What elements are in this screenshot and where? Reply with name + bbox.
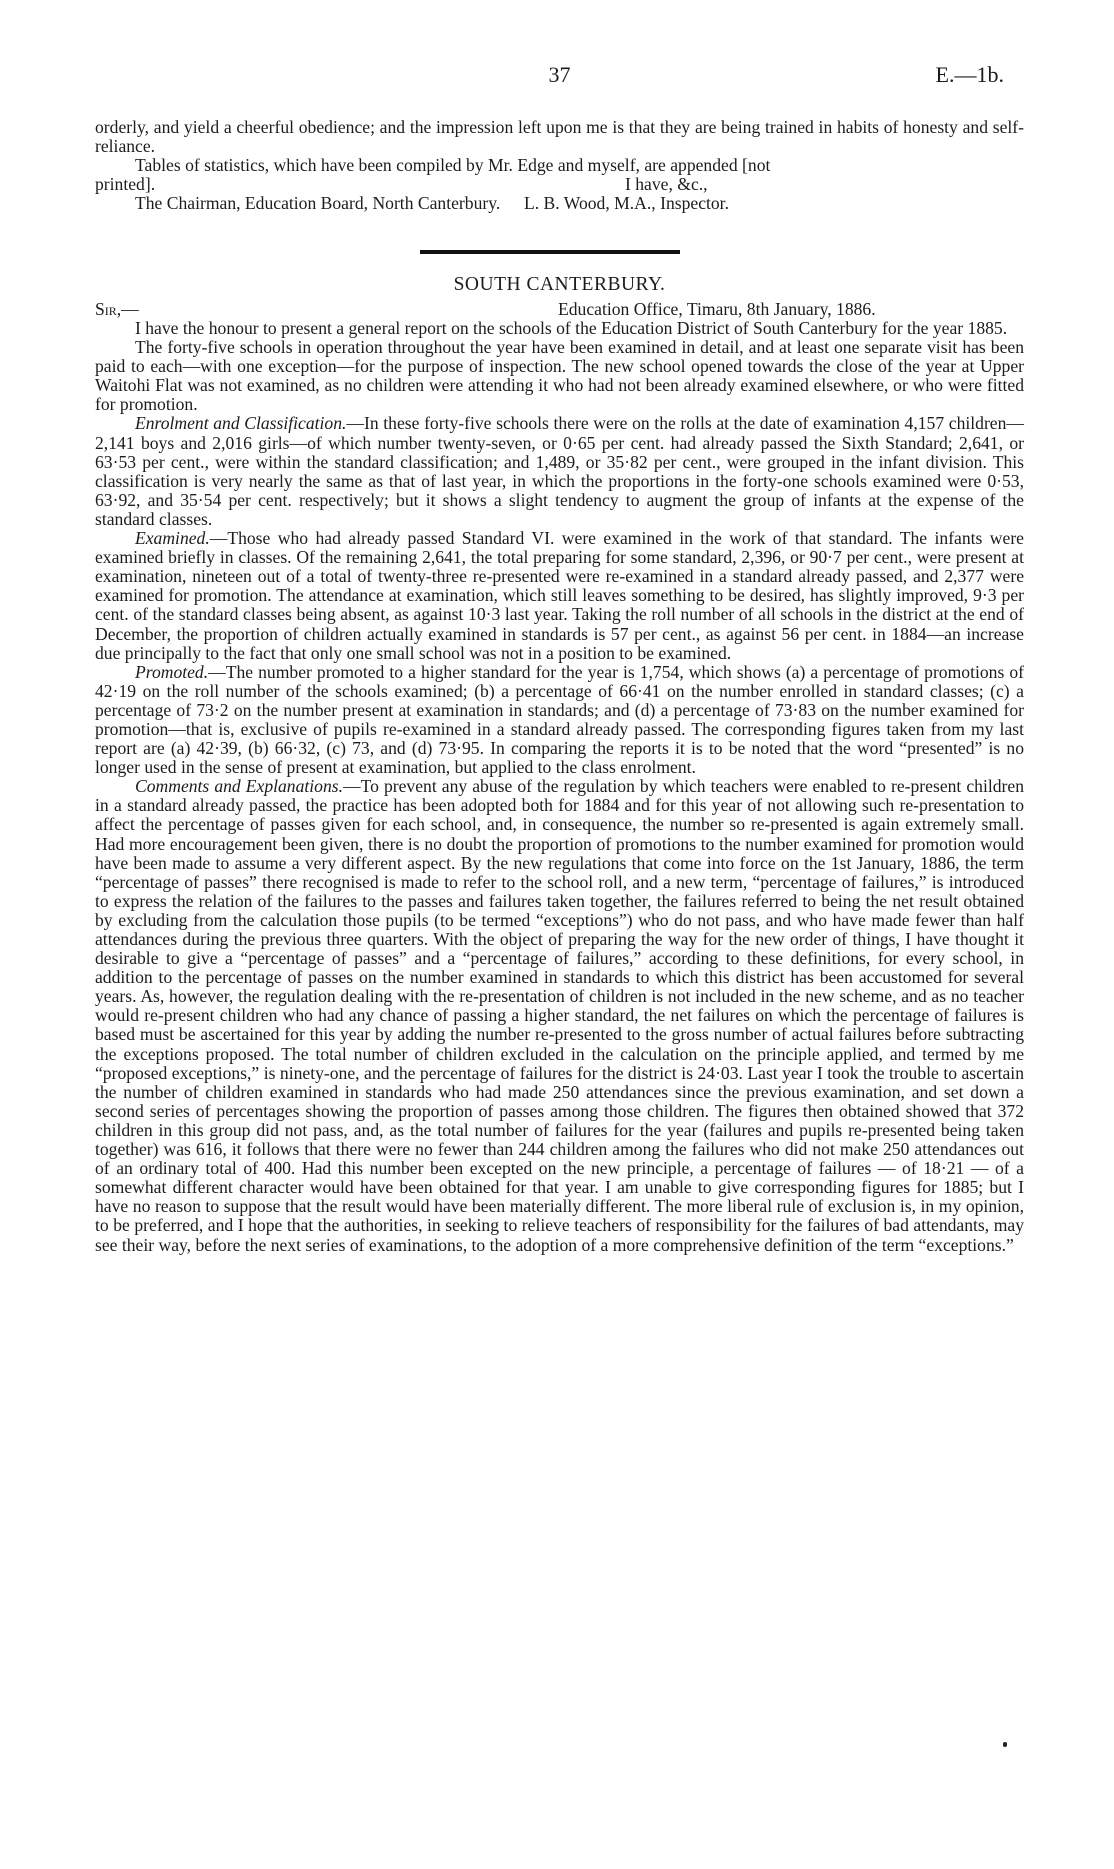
margin-mark bbox=[1003, 1742, 1007, 1747]
intro-paragraph: orderly, and yield a cheerful obedience; and the impression left upon me is that they are being trained in habits of honesty and self-reliance. bbox=[95, 117, 1024, 157]
comments-heading: Comments and Explanations. bbox=[135, 776, 344, 797]
paragraph-schools: The forty-five schools in operation throughout the year have been examined in detail, and at least one separate visit has been paid to each—with one exception—for the purpose of inspection. The new school opened towards the close of the year at Upper Waitohi Flat was not examined, as no children were attending it who had not been already examined elsewhere, or who were fitted for promotion. bbox=[95, 337, 1024, 415]
enrolment-heading: Enrolment and Classification. bbox=[135, 413, 347, 434]
closing-line: I have, &c., bbox=[625, 174, 708, 195]
report-body bbox=[95, 319, 1024, 1255]
page-reference: E.—1b. bbox=[935, 62, 1004, 87]
salutation: Sir,— bbox=[95, 299, 139, 319]
paragraph-examined bbox=[95, 529, 1024, 663]
enrolment-text: —In these forty-five schools there were on the rolls at the date of examination 4,157 children—2,141 boys and 2,016 girls—of which number twenty-seven, or 0·65 per cent. had already passed the Sixth Standard; 2,641, or 63·53 per cent., were within the standard classification; and 1,489, or 35·82 per cent., were grouped in the infant division. This classification is very nearly the same as that of last year, in which the proportions in the forty-one schools examined were 0·53, 63·92, and 35·54 per cent. respectively; but it shows a slight tendency to augment the group of infants at the expense of the standard classes. bbox=[95, 413, 1025, 529]
addressee: The Chairman, Education Board, North Canterbury. bbox=[135, 193, 501, 214]
section-divider bbox=[420, 250, 680, 254]
promoted-text: —The number promoted to a higher standard for the year is 1,754, which shows (a) a percentage of promotions of 42·19 on the roll number of the schools examined; (b) a percentage of 66·41 on the number enrolled in standard classes; (c) a percentage of 73·2 on the number present at examination in standards; and (d) a percentage of 73·83 on the number examined for promotion—that is, exclusive of pupils re-examined in a standard already passed. The corresponding figures taken from my last report are (a) 42·39, (b) 66·32, (c) 73, and (d) 73·95. In comparing the reports it is to be noted that the word “presented” is no longer used in the sense of present at examination, but applied to the class enrolment. bbox=[95, 661, 1024, 778]
tables-paragraph-tail: printed]. bbox=[95, 174, 156, 195]
comments-text: —To prevent any abuse of the regulation by which teachers were enabled to re-present children in a standard already passed, the practice has been adopted both for 1884 and for this year of not allowing such re-presentation to affect the percentage of passes given for each school, and, in consequence, the number so re-presented is again extremely small. Had more encouragement been given, there is no doubt the proportion of promotions to the number examined for promotion would have been made to assume a very different aspect. By the new regulations that come into force on the 1st January, 1886, the term “percentage of passes” there recognised is made to refer to the school roll, and a new term, “percentage of failures,” is introduced to express the relation of the failures to the passes and failures taken together, the failures referred to being the net result obtained by excluding from the calculation those pupils (to be termed “exceptions”) who do not pass, and who have made fewer than half attendances during the previous three quarters. With the object of preparing the way for the new order of things, I have thought it desirable to give a “percentage of passes” and a “percentage of failures,” according to these definitions, for every school, in addition to the percentage of passes on the number examined in standards to which this district has been accustomed for several years. As, however, the regulation dealing with the re-presentation of children is not included in the new scheme, and as no teacher would re-present children who had any chance of passing a higher standard, the net failures on which the percentage of failures is based must be ascertained for this year by adding the number re-presented to the gross number of actual failures before subtracting the exceptions proposed. The total number of children excluded in the calculation on the principle applied, and termed by me “proposed exceptions,” is ninety-one, and the percentage of failures for the district is 24·03. Last year I took the trouble to ascertain the number of children examined in standards who had made 250 attendances since the previous examination, and set down a second series of percentages showing the proportion of passes among those children. The figures then obtained showed that 372 children in this group did not pass, and, as the total number of failures for the year (failures and pupils re-presented being taken together) was 616, it follows that there were no fewer than 244 children among the failures who did not make 250 attendances out of an ordinary total of 400. Had this number been excepted on the new principle, a percentage of failures — of 18·21 — of a somewhat different character would have been obtained for that year. I am unable to give corresponding figures for 1885; but I have no reason to suppose that the result would have been materially different. The more liberal rule of exclusion is, in my opinion, to be preferred, and I hope that the authorities, in seeking to relieve teachers of responsibility for the failures of bad attendants, may see their way, before the next series of examinations, to the adoption of a more comprehensive definition of the term “exceptions.” bbox=[95, 776, 1024, 1255]
page-header bbox=[95, 62, 1024, 92]
paragraph-enrolment bbox=[95, 414, 1024, 529]
section-title: SOUTH CANTERBURY. bbox=[453, 274, 666, 295]
paragraph-comments bbox=[95, 777, 1024, 1254]
signature: L. B. Wood, M.A., Inspector. bbox=[524, 193, 729, 214]
salutation-line bbox=[95, 299, 1024, 319]
examined-heading: Examined. bbox=[135, 528, 210, 549]
page-number: 37 bbox=[548, 62, 571, 87]
examined-text: —Those who had already passed Standard VI. were examined in the work of that standard. The infants were examined briefly in classes. Of the remaining 2,641, the total preparing for some standard, 2,396, or 90·7 per cent., were present at examination, nineteen out of a total of twenty-three re-presented were re-examined in a standard already passed, and 2,377 were examined for promotion. The attendance at examination, which still leaves something to be desired, has slightly improved, 9·3 per cent. of the standard classes being absent, as against 10·3 last year. Taking the roll number of all schools in the district at the end of December, the proportion of children actually examined in standards is 57 per cent., as against 56 per cent. in 1884—an increase due principally to the fact that only one small school was not in a position to be examined. bbox=[95, 528, 1024, 663]
signature-line bbox=[95, 194, 1024, 213]
promoted-heading: Promoted. bbox=[135, 661, 209, 682]
north-canterbury-report-end bbox=[95, 118, 1024, 213]
dateline: Education Office, Timaru, 8th January, 1886. bbox=[558, 299, 876, 319]
tables-paragraph-end bbox=[95, 175, 1024, 194]
paragraph-promoted bbox=[95, 663, 1024, 778]
tables-paragraph: Tables of statistics, which have been compiled by Mr. Edge and myself, are appended [not bbox=[135, 155, 771, 176]
paragraph-opening: I have the honour to present a general report on the schools of the Education District of South Canterbury for the year 1885. bbox=[135, 318, 1008, 338]
